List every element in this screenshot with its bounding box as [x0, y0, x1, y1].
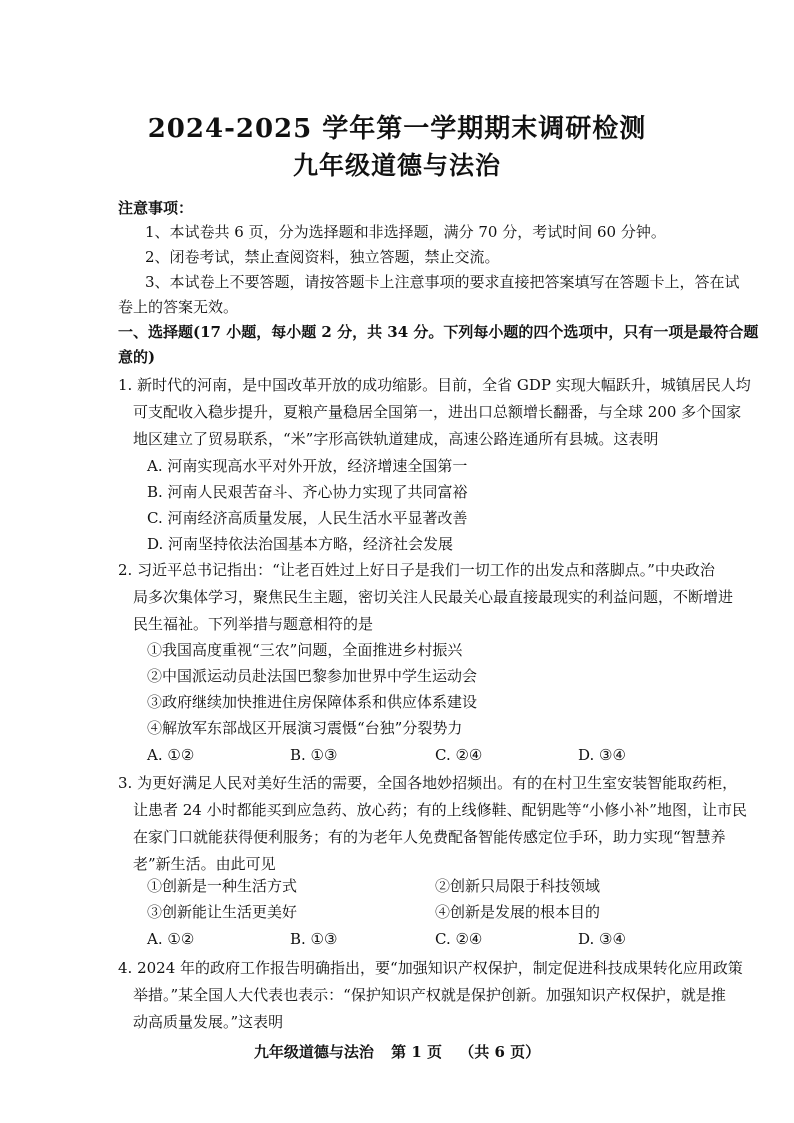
section-heading: 一、选择题(17 小题，每小题 2 分，共 34 分。下列每小题的四个选项中，只有一项是最符合题	[118, 323, 759, 341]
question-4-stem-line2: 举措。”某全国人大代表也表示：“保护知识产权就是保护创新。加强知识产权保护，就是推	[133, 986, 726, 1004]
question-1-option-c: C. 河南经济高质量发展，人民生活水平显著改善	[147, 509, 468, 527]
notice-item-3: 3、本试卷上不要答题，请按答题卡上注意事项的要求直接把答案填写在答题卡上，答在试	[145, 273, 740, 291]
question-1-stem-line3: 地区建立了贸易联系，“米”字形高铁轨道建成，高速公路连通所有县城。这表明	[133, 430, 659, 448]
notice-heading: 注意事项：	[118, 199, 194, 217]
question-3-stem-line2: 让患者 24 小时都能买到应急药、放心药；有的上线修鞋、配钥匙等“小修小补”地图，让市民	[133, 801, 747, 819]
question-2-option-d: D. ③④	[578, 746, 626, 764]
section-heading-cont: 意的)	[118, 348, 156, 366]
question-3-option-b: B. ①③	[290, 930, 338, 948]
question-3-statement-4: ④创新是发展的根本目的	[435, 903, 601, 921]
question-2-option-a: A. ①②	[147, 746, 195, 764]
question-3-statement-2: ②创新只局限于科技领域	[435, 877, 601, 895]
question-2-statement-2: ②中国派运动员赴法国巴黎参加世界中学生运动会	[147, 667, 478, 685]
notice-item-1: 1、本试卷共 6 页，分为选择题和非选择题，满分 70 分，考试时间 60 分钟。	[145, 223, 666, 241]
question-2-statement-1: ①我国高度重视“三农”问题，全面推进乡村振兴	[147, 641, 463, 659]
page-title: 2024-2025 学年第一学期期末调研检测	[147, 114, 647, 144]
question-2-statement-4: ④解放军东部战区开展演习震慑“台独”分裂势力	[147, 719, 463, 737]
question-3-option-a: A. ①②	[147, 930, 195, 948]
question-1-option-a: A. 河南实现高水平对外开放，经济增速全国第一	[147, 457, 468, 475]
question-3-statement-3: ③创新能让生活更美好	[147, 903, 298, 921]
footer-total-pages: （共 6 页）	[459, 1043, 541, 1061]
question-3-stem-line3: 在家门口就能获得便利服务；有的为老年人免费配备智能传感定位手环，助力实现“智慧养	[133, 828, 726, 846]
question-2-option-b: B. ①③	[290, 746, 338, 764]
footer-page-number: 第 1 页	[391, 1043, 442, 1061]
footer-subject: 九年级道德与法治	[253, 1043, 374, 1061]
notice-item-2: 2、闭卷考试，禁止查阅资料，独立答题，禁止交流。	[145, 248, 500, 266]
question-2-option-c: C. ②④	[435, 746, 483, 764]
question-2-stem-line3: 民生福祉。下列举措与题意相符的是	[133, 615, 374, 633]
notice-item-3-cont: 卷上的答案无效。	[118, 298, 239, 316]
question-3-option-c: C. ②④	[435, 930, 483, 948]
page-footer	[0, 1041, 794, 1062]
question-3-statement-1: ①创新是一种生活方式	[147, 877, 298, 895]
question-1-stem-line2: 可支配收入稳步提升，夏粮产量稳居全国第一，进出口总额增长翻番，与全球 200 多个国家	[133, 403, 742, 421]
question-2-stem: 2. 习近平总书记指出：“让老百姓过上好日子是我们一切工作的出发点和落脚点。”中央政治	[118, 561, 715, 579]
question-4-stem: 4. 2024 年的政府工作报告明确指出，要“加强知识产权保护，制定促进科技成果转化应用政策	[118, 959, 743, 977]
question-3-option-d: D. ③④	[578, 930, 626, 948]
question-4-stem-line3: 动高质量发展。”这表明	[133, 1013, 284, 1031]
question-1-stem: 1. 新时代的河南，是中国改革开放的成功缩影。目前，全省 GDP 实现大幅跃升，城镇居民人均	[118, 376, 751, 394]
question-2-statement-3: ③政府继续加快推进住房保障体系和供应体系建设	[147, 693, 478, 711]
question-1-option-b: B. 河南人民艰苦奋斗、齐心协力实现了共同富裕	[147, 483, 468, 501]
question-2-stem-line2: 局多次集体学习，聚焦民生主题，密切关注人民最关心最直接最现实的利益问题，不断增进	[133, 588, 734, 606]
question-3-stem: 3. 为更好满足人民对美好生活的需要，全国各地妙招频出。有的在村卫生室安装智能取药柜，	[118, 774, 738, 792]
question-3-stem-line4: 老”新生活。由此可见	[133, 855, 276, 873]
question-1-option-d: D. 河南坚持依法治国基本方略，经济社会发展	[147, 535, 454, 553]
page-subtitle: 九年级道德与法治	[292, 151, 501, 180]
